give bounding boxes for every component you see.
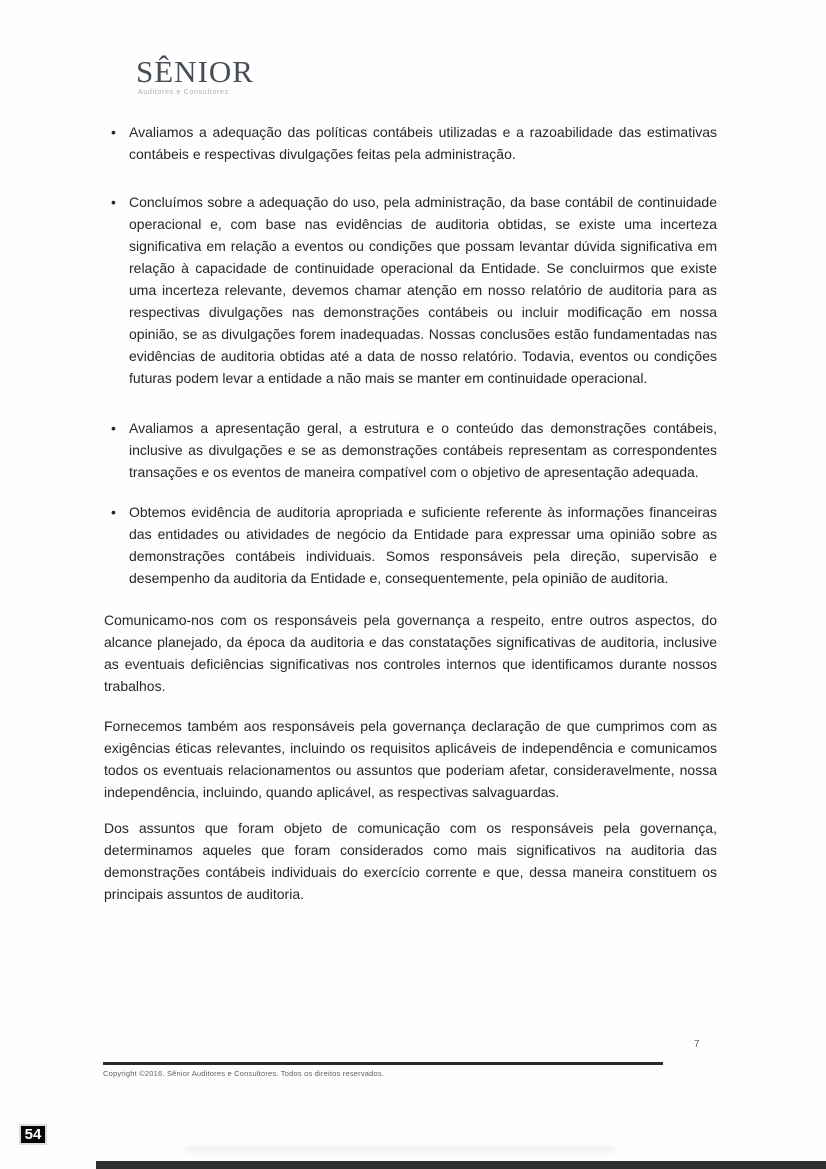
scan-edge-strip (96, 1161, 826, 1169)
copyright-notice: Copyright ©2016. Sênior Auditores e Consultores. Todos os direitos reservados. (103, 1069, 385, 1078)
logo-title: SÊNIOR (136, 54, 254, 89)
body-paragraph: Comunicamo-nos com os responsáveis pela governança a respeito, entre outros aspectos, do alcance planejado, da época da auditoria e das constatações significativas de auditoria, inclusive as eventuais deficiências significativas nos controles internos que identificamos durante nossos trabalhos. (104, 612, 717, 694)
page-number: 7 (694, 1039, 700, 1050)
body-paragraph: Fornecemos também aos responsáveis pela governança declaração de que cumprimos com as exigências éticas relevantes, incluindo os requisitos aplicáveis de independência e comunicamos todos os eventuais relacionamentos ou assuntos que poderiam afetar, consideravelmente, nossa independência, incluindo, quando aplicável, as respectivas salvaguardas. (104, 718, 717, 800)
body-paragraph: Dos assuntos que foram objeto de comunicação com os responsáveis pela governança, determinamos aqueles que foram considerados como mais significativos na auditoria das demonstrações contábeis individuais do exercício corrente e que, dessa maneira constituem os principais assuntos de auditoria. (104, 820, 717, 902)
bullet-text: Avaliamos a adequação das políticas contábeis utilizadas e a razoabilidade das estimativas contábeis e respectivas divulgações feitas pela administração. (129, 124, 717, 162)
scan-smudge (185, 1146, 615, 1153)
bullet-item (104, 417, 717, 483)
bullet-item (104, 121, 717, 165)
bullet-item (104, 191, 717, 389)
company-logo (136, 56, 254, 96)
bullet-text: Avaliamos a apresentação geral, a estrutura e o conteúdo das demonstrações contábeis, inclusive as divulgações e se as demonstrações contábeis representam as correspondentes transações e os eventos de maneira compatível com o objetivo de apresentação adequada. (129, 420, 717, 480)
page-index-badge: 54 (19, 1124, 47, 1145)
bullet-text: Concluímos sobre a adequação do uso, pela administração, da base contábil de continuidade operacional e, com base nas evidências de auditoria obtidas, se existe uma incerteza significativa em relação a eventos ou condições que possam levantar dúvida significativa em relação à capacidade de continuidade operacional da Entidade. Se concluirmos que existe uma incerteza relevante, devemos chamar atenção em nosso relatório de auditoria para as respectivas divulgações nas demonstrações contábeis ou incluir modificação em nossa opinião, se as divulgações forem inadequadas. Nossas conclusões estão fundamentadas nas evidências de auditoria obtidas até a data de nosso relatório. Todavia, eventos ou condições futuras podem levar a entidade a não mais se manter em continuidade operacional. (129, 194, 717, 386)
logo-subtitle: Auditores e Consultores (138, 89, 229, 96)
bullet-text: Obtemos evidência de auditoria apropriada e suficiente referente às informações financeiras das entidades ou atividades de negócio da Entidade para expressar uma opinião sobre as demonstrações contábeis individuais. Somos responsáveis pela direção, supervisão e desempenho da auditoria da Entidade e, consequentemente, pela opinião de auditoria. (129, 504, 717, 586)
bullet-item (104, 501, 717, 589)
document-body (104, 121, 717, 905)
footer-divider (103, 1062, 663, 1065)
